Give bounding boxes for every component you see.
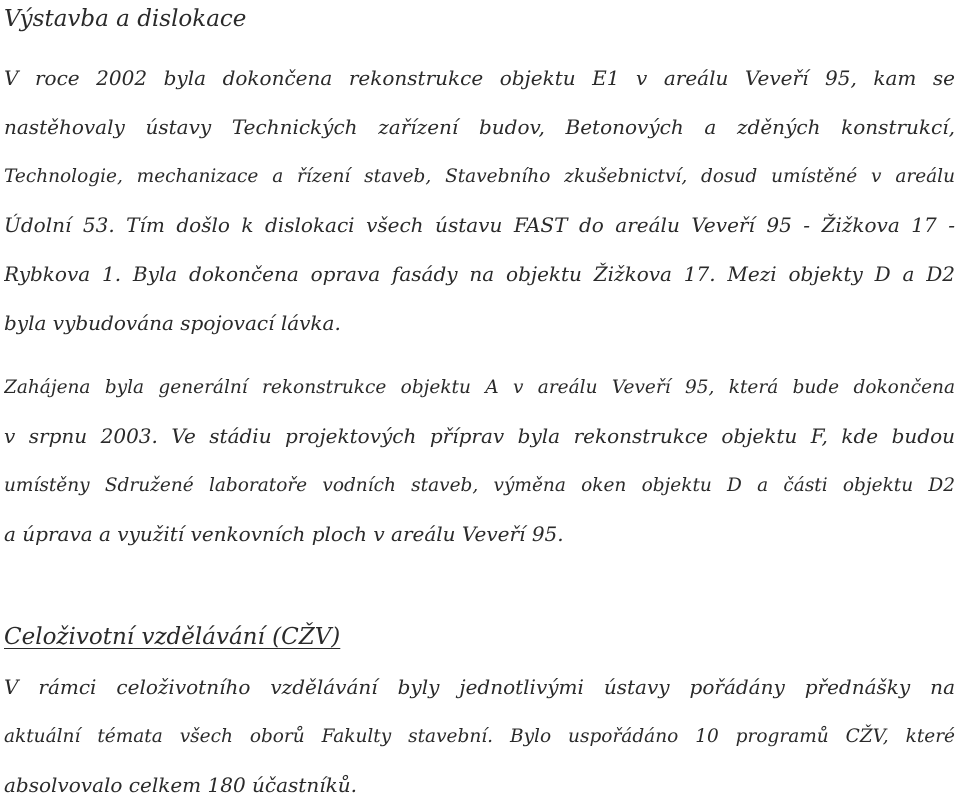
text-line: aktuální témata všech oborů Fakulty stavební. Bylo uspořádáno 10 programů CŽV, které — [4, 726, 955, 747]
section-heading-vystavba: Výstavba a dislokace — [4, 6, 247, 32]
paragraph-czv — [4, 663, 955, 810]
text-line: v srpnu 2003. Ve stádiu projektových příprav byla rekonstrukce objektu F, kde budou — [4, 424, 955, 448]
text-line: V roce 2002 byla dokončena rekonstrukce objektu E1 v areálu Veveří 95, kam se — [4, 66, 955, 90]
text-line: Rybkova 1. Byla dokončena oprava fasády na objektu Žižkova 17. Mezi objekty D a D2 — [4, 262, 955, 286]
section-heading-czv: Celoživotní vzdělávání (CŽV) — [4, 624, 341, 650]
text-line: Zahájena byla generální rekonstrukce objektu A v areálu Veveří 95, která bude dokončena — [4, 377, 955, 398]
text-line: V rámci celoživotního vzdělávání byly jednotlivými ústavy pořádány přednášky na — [4, 675, 955, 699]
text-line: Technologie, mechanizace a řízení staveb, Stavebního zkušebnictví, dosud umístěné v areálu — [4, 166, 955, 187]
text-line: Údolní 53. Tím došlo k dislokaci všech ústavu FAST do areálu Veveří 95 - Žižkova 17 - — [4, 213, 955, 237]
text-line: umístěny Sdružené laboratoře vodních staveb, výměna oken objektu D a části objektu D2 — [4, 475, 955, 496]
text-line: a úprava a využití venkovních ploch v areálu Veveří 95. — [4, 522, 564, 546]
paragraph-vystavba-2 — [4, 363, 955, 559]
paragraph-vystavba-1 — [4, 54, 955, 348]
text-line: nastěhovaly ústavy Technických zařízení budov, Betonových a zděných konstrukcí, — [4, 115, 955, 139]
text-line: absolvovalo celkem 180 účastníků. — [4, 773, 357, 797]
text-line: byla vybudována spojovací lávka. — [4, 311, 341, 335]
